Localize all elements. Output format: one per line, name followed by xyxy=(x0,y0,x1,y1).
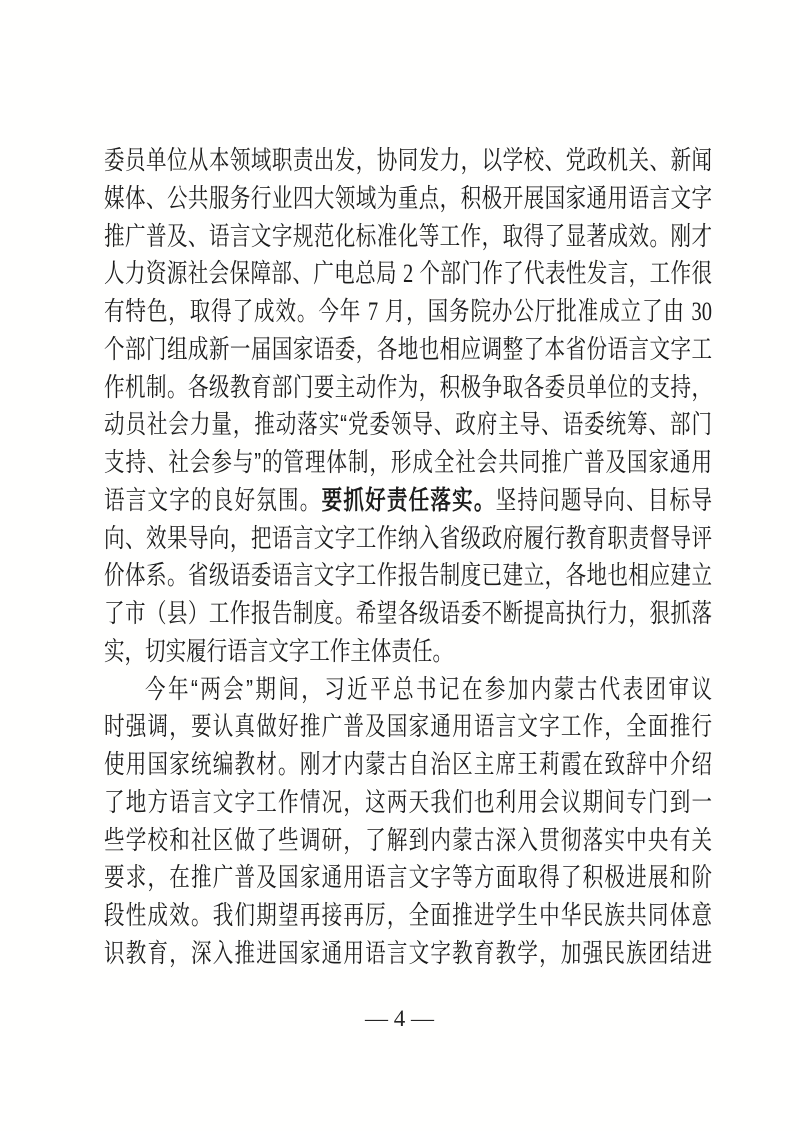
text-segment: 了地方语言文字工作情况，这两天我们也利用会议期间专门到一 xyxy=(104,786,712,817)
text-line xyxy=(104,218,712,256)
text-segment: 委员单位从本领域职责出发，协同发力，以学校、党政机关、新闻 xyxy=(104,145,712,175)
text-line xyxy=(104,255,712,293)
text-segment: 30 xyxy=(691,297,712,326)
text-line xyxy=(104,369,712,407)
text-line xyxy=(104,595,712,633)
page-footer xyxy=(0,1006,799,1032)
text-line xyxy=(104,897,712,935)
text-line xyxy=(104,822,712,860)
text-segment: 要求，在推广普及国家通用语言文字等方面取得了积极进展和阶 xyxy=(104,862,712,893)
text-segment: 媒体、公共服务行业四大领域为重点，积极开展国家通用语言文字 xyxy=(104,182,712,213)
page-number: — 4 — xyxy=(365,1006,434,1031)
document-body xyxy=(104,142,712,973)
text-segment: 时强调，要认真做好推广普及国家通用语言文字工作，全面推行 xyxy=(104,711,712,742)
text-line xyxy=(104,444,712,482)
text-line xyxy=(104,520,712,558)
text-segment: 语言文字的良好氛围。 xyxy=(104,484,322,515)
emphasis-text: 要抓好责任落实。 xyxy=(321,484,496,515)
text-segment: 个部门组成新一届国家语委，各地也相应调整了本省份语言文字工 xyxy=(104,333,712,364)
text-segment: 个部门作了代表性发言，工作很 xyxy=(413,258,712,289)
text-line xyxy=(104,708,712,746)
text-line xyxy=(104,859,712,897)
text-segment: 作机制。各级教育部门要主动作为，积极争取各委员单位的支持， xyxy=(104,371,712,402)
text-segment: 坚持问题导向、目标导 xyxy=(495,484,712,515)
text-segment: 有特色，取得了成效。今年 xyxy=(104,296,368,326)
text-segment: 些学校和社区做了些调研，了解到内蒙古深入贯彻落实中央有关 xyxy=(104,824,712,855)
text-segment: 支持、社会参与”的管理体制，形成全社会共同推广普及国家通用 xyxy=(104,447,712,477)
text-segment: 识教育，深入推进国家通用语言文字教育教学，加强民族团结进 xyxy=(104,937,712,968)
text-line xyxy=(104,482,712,520)
text-segment: 向、效果导向，把语言文字工作纳入省级政府履行教育职责督导评 xyxy=(104,522,712,553)
text-segment: 人力资源社会保障部、广电总局 xyxy=(104,258,404,289)
text-line xyxy=(104,406,712,444)
text-segment: 动员社会力量，推动落实“党委领导、政府主导、语委统筹、部门 xyxy=(104,409,712,440)
text-segment: 使用国家统编教材。刚才内蒙古自治区主席王莉霞在致辞中介绍 xyxy=(104,749,712,779)
text-line xyxy=(104,935,712,973)
paragraph xyxy=(104,142,712,671)
text-line xyxy=(104,671,712,709)
text-line xyxy=(104,633,712,671)
text-line xyxy=(104,746,712,784)
text-segment: 今年“两会”期间，习近平总书记在参加内蒙古代表团审议 xyxy=(145,673,712,704)
text-segment: 7 xyxy=(367,297,379,326)
text-segment: 段性成效。我们期望再接再厉，全面推进学生中华民族共同体意 xyxy=(104,900,712,930)
text-segment: 价体系。省级语委语言文字工作报告制度已建立，各地也相应建立 xyxy=(104,560,712,591)
text-line xyxy=(104,142,712,180)
text-line xyxy=(104,784,712,822)
text-segment: 2 xyxy=(403,259,414,289)
text-line xyxy=(104,331,712,369)
text-segment: 了市（县）工作报告制度。希望各级语委不断提高执行力，狠抓落 xyxy=(104,598,712,628)
text-segment: 月，国务院办公厅批准成立了由 xyxy=(378,296,692,326)
text-line xyxy=(104,557,712,595)
text-line xyxy=(104,293,712,331)
text-line xyxy=(104,180,712,218)
text-segment: 实，切实履行语言文字工作主体责任。 xyxy=(104,635,454,666)
text-segment: 推广普及、语言文字规范化标准化等工作，取得了显著成效。刚才 xyxy=(104,220,712,251)
paragraph xyxy=(104,671,712,973)
